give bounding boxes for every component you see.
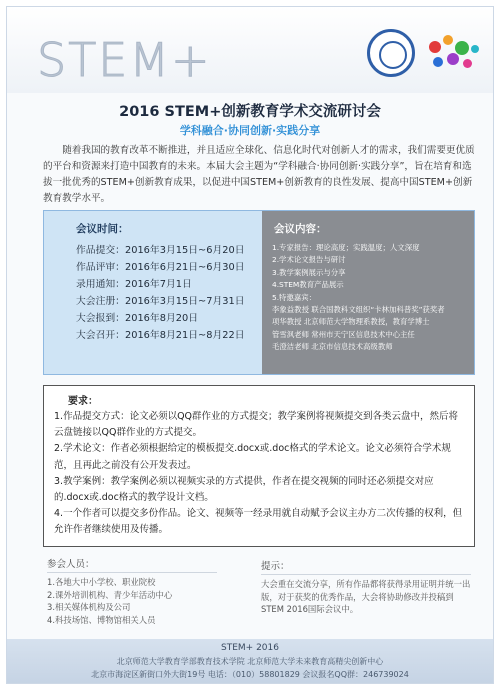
footer — [7, 639, 493, 684]
content-panel — [262, 211, 474, 374]
schedule-row: 大会注册：2016年3月15日~7月31日 — [76, 296, 245, 307]
header — [7, 7, 493, 93]
footer-organizers: 北京师范大学教育学部教育技术学院 北京师范大学未来教育高精尖创新中心 — [116, 657, 384, 666]
schedule-row: 大会报到：2016年8月20日 — [76, 313, 199, 324]
poster — [6, 6, 494, 684]
info-panel — [43, 210, 475, 375]
page-subtitle: 学科融合·协同创新·实践分享 — [179, 124, 321, 137]
note-text: 大会重在交流分享，所有作品都将获得录用证明并统一出版，对于获奖的优秀作品，大会将协助修改并投稿到STEM 2016国际会议中。 — [261, 579, 471, 615]
participants-section — [47, 559, 217, 626]
content-row: 2.学术论文报告与研讨 — [272, 255, 346, 265]
note-title: 提示： — [261, 561, 471, 575]
participant-item: 2.课外培训机构、青少年活动中心 — [47, 589, 173, 600]
guest-row: 毛澄洁老师 北京市信息技术高级教师 — [272, 342, 393, 352]
guest-row: 李象益教授 联合国教科文组织“卡林加科普奖”获奖者 — [272, 305, 445, 315]
content-row: 5.特邀嘉宾： — [272, 292, 317, 302]
participant-item: 4.科技场馆、博物馆相关人员 — [47, 614, 156, 625]
stem-logo-text: STEM+ — [37, 33, 212, 87]
content-row: 1.专家报告：理论高度；实践温度；人文深度 — [272, 243, 420, 252]
content-row: 4.STEM教育产品展示 — [272, 280, 344, 290]
footer-title: STEM+ 2016 — [221, 643, 279, 653]
requirement-item: 4.一个作者可以提交多份作品。论文、视频等一经录用就自动赋予会议主办方二次传播的权利，但允许作者继续使用及传播。 — [54, 508, 463, 536]
colorful-dots-logo-icon — [425, 31, 485, 79]
participant-item: 1.各地大中小学校、职业院校 — [47, 577, 156, 588]
page-title: 2016 STEM+创新教育学术交流研讨会 — [119, 104, 381, 120]
participants-title: 参会人员： — [47, 559, 217, 573]
content-title: 会议内容： — [274, 223, 327, 235]
university-seal-icon — [367, 29, 415, 77]
requirements-title: 要求： — [68, 396, 98, 407]
schedule-panel — [44, 211, 262, 374]
footer-contact: 北京市海淀区新街口外大街19号 电话：（010）58801829 会议报名QQ群：246739024 — [91, 670, 409, 679]
schedule-row: 作品提交：2016年3月15日~6月20日 — [76, 245, 245, 256]
guest-row: 项华教授 北京师范大学物理系教授，教育学博士 — [272, 317, 430, 327]
requirement-item: 2.学术论文：作者必须根据给定的模板提交.docx或.doc格式的学术论文。论文必须符合学术规范，且再此之前没有公开发表过。 — [54, 443, 451, 471]
participant-item: 3.相关媒体机构及公司 — [47, 602, 131, 613]
intro-paragraph: 随着我国的教育改革不断推进，并且适应全球化、信息化时代对创新人才的需求，我们需要更优质的平台和资源来打造中国教育的未来。本届大会主题为“学科融合·协同创新·实践分享”，旨在培育和选拔一批优秀的STEM+创新教育成果，以促进中国STEM+创新教育的良性发展、提高中国STEM+创新教育教学水平。 — [43, 145, 475, 204]
schedule-row: 作品评审：2016年6月21日~6月30日 — [76, 262, 245, 273]
schedule-title: 会议时间： — [76, 223, 129, 235]
requirements-box — [43, 385, 475, 547]
note-section — [261, 561, 471, 616]
guest-row: 管雪沨老师 常州市天宁区信息技术中心主任 — [272, 329, 415, 339]
content-row: 3.教学案例展示与分享 — [272, 267, 346, 277]
schedule-row: 大会召开：2016年8月21日~8月22日 — [76, 330, 245, 341]
requirement-item: 3.教学案例：教学案例必须以视频实录的方式提供，作者在提交视频的同时还必须提交对应的.docx或.doc格式的教学设计文档。 — [54, 475, 434, 504]
schedule-row: 录用通知：2016年7月1日 — [76, 279, 192, 290]
requirement-item: 1.作品提交方式：论文必须以QQ群作业的方式提交；教学案例将视频提交到各类云盘中，然后将云盘链接以QQ群作业的方式提交。 — [54, 411, 459, 439]
